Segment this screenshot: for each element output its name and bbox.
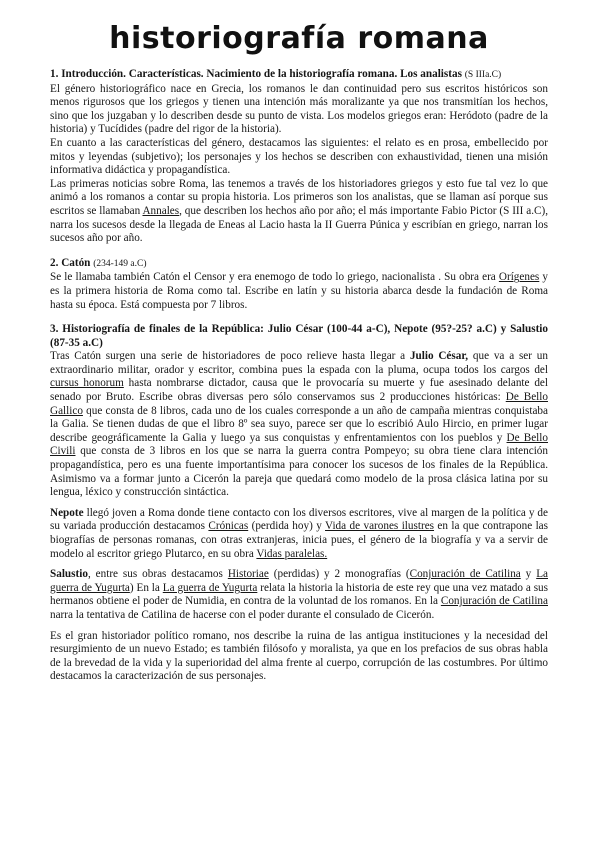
paragraph: El género historiográfico nace en Grecia, los romanos le dan continuidad pero sus escritos históricos son menos rigurosos que los griegos y tienen una intención más moralizante ya que nos transmitían los hechos, sino que los juzgaban y lo describen desde su punto de vista. Los modelos griegos eran: Heródoto (padre de la historia) y Tucídides (padre del rigor de la historia).	[50, 82, 548, 136]
bold-name: Salustio	[50, 568, 88, 581]
underlined-term: De Bello Gallico	[50, 391, 548, 417]
underlined-term: Orígenes	[498, 271, 540, 284]
section-heading: 3. Historiografía de finales de la República: Julio César (100-44 a-C), Nepote (95?-25? a.C) y Salustio (87-35 a.C)	[50, 323, 548, 349]
page-title: historiografía romana	[109, 21, 489, 56]
paragraph: Salustio, entre sus obras destacamos Historiae (perdidas) y 2 monografías (Conjuración de Catilina y La guerra de Yugurta) En la La guerra de Yugurta relata la historia la historia de este rey que una vez matado a sus hermanos obtiene el poder de Numidia, en contra de la voluntad de los romanos. En la Conjuración de Catilina narra la tentativa de Catilina de hacerse con el poder durante el consulado de Cicerón.	[50, 568, 548, 621]
underlined-term: La guerra de Yugurta	[162, 581, 258, 594]
paragraph: Es el gran historiador político romano, nos describe la ruina de las antigua instituciones y la necesidad del resurgimiento de un nuevo Estado; es también filósofo y moralista, ya que en los prefacios de sus obras habla de la brevedad de la vida y la superioridad del alma frente al cuerpo, corrupción de las costumbres. Por último destacamos la caracterización de sus personajes.	[50, 629, 548, 683]
underlined-term: cursus honorum	[50, 377, 124, 390]
underlined-term: Conjuración de Catilina	[409, 568, 521, 581]
paragraph: Las primeras noticias sobre Roma, las tenemos a través de los historiadores griegos y esto fue tal vez lo que animó a los romanos a contar su propia historia. Los primeros son los analistas, que se llaman así porque sus escritos se llamaban Annales, que describen los hechos año por año; el más importante Fabio Pictor (S III a.C), narra los sucesos desde la llegada de Eneas al Lacio hasta la II Guerra Púnica y escribían en griego, narran los sucesos año por año.	[50, 177, 548, 245]
underlined-term: Vida de varones ilustres	[325, 520, 435, 533]
document-body	[50, 68, 548, 684]
underlined-term: De Bello Civili	[50, 431, 548, 458]
section-republica	[50, 323, 548, 684]
section-introduccion	[50, 68, 548, 246]
section-heading: 2. Catón (234-149 a.C)	[50, 256, 147, 269]
paragraph: Tras Catón surgen una serie de historiadores de poco relieve hasta llegar a Julio César, que va a ser un extraordinario militar, orador y escritor, combina pues la espada con la pluma, ocupa todos los cargos del cursus honorum hasta nombrarse dictador, causa que le provocaría su muerte y fue asesinado delante del senado por Bruto. Escribe obras diversas pero sólo conservamos sus 2 producciones históricas: De Bello Gallico que consta de 8 libros, cada uno de los cuales corresponde a un año de campaña mientras conquistaba la Galia. Se tienen dudas de que el libro 8º sea suyo, parece ser que lo escribió Aulo Hircio, en primer lugar describe geográficamente la Galia y luego ya sus conquistas y enfrentamientos con los pueblos y De Bello Civili que consta de 3 libros en los que se narra la guerra contra Pompeyo; su obra tiene clara intención propagandística, pero es una fuente importantísima para conocer los sucesos de los finales de la República. Asimismo va a formar junto a Cicerón la pareja que quedará como modelo de la prosa clásica latina por su lengua, léxico y construcción sintáctica.	[50, 350, 548, 499]
paragraph: Nepote llegó joven a Roma donde tiene contacto con los diversos escritores, vive al margen de la política y de su variada producción destacamos Crónicas (perdida hoy) y Vida de varones ilustres en la que contrapone las biografías de personas romanas, con otras extranjeras, inicia pues, el género de la biografía y va a servir de modelo al escritor griego Plutarco, en su obra Vidas paralelas.	[50, 506, 548, 560]
underlined-term: Annales	[142, 204, 180, 217]
underlined-term: La guerra de Yugurta	[50, 568, 548, 594]
section-caton	[50, 257, 548, 312]
section-heading: 1. Introducción. Características. Nacimiento de la historiografía romana. Los analistas (S IIIa.C)	[50, 68, 502, 80]
bold-name: Julio César,	[409, 350, 469, 363]
underlined-term: Vidas paralelas.	[256, 547, 328, 560]
bold-name: Nepote	[50, 506, 84, 519]
underlined-term: Conjuración de Catilina	[440, 595, 548, 608]
underlined-term: Historiae	[227, 568, 269, 581]
paragraph: En cuanto a las características del género, destacamos las siguientes: el relato es en prosa, embellecido por mitos y leyendas (subjetivo); los personajes y los hechos se describen con exhaustividad, tienen una misión informativa didáctica y propagandística.	[50, 136, 548, 177]
underlined-term: Crónicas	[208, 520, 249, 533]
paragraph: Se le llamaba también Catón el Censor y era enemogo de todo lo griego, nacionalista . Su obra era Orígenes y es la primera historia de Roma como tal. Escribe en latín y su historia abarca desde la fundación de Roma hasta su época. Está compuesta por 7 libros.	[50, 271, 548, 311]
